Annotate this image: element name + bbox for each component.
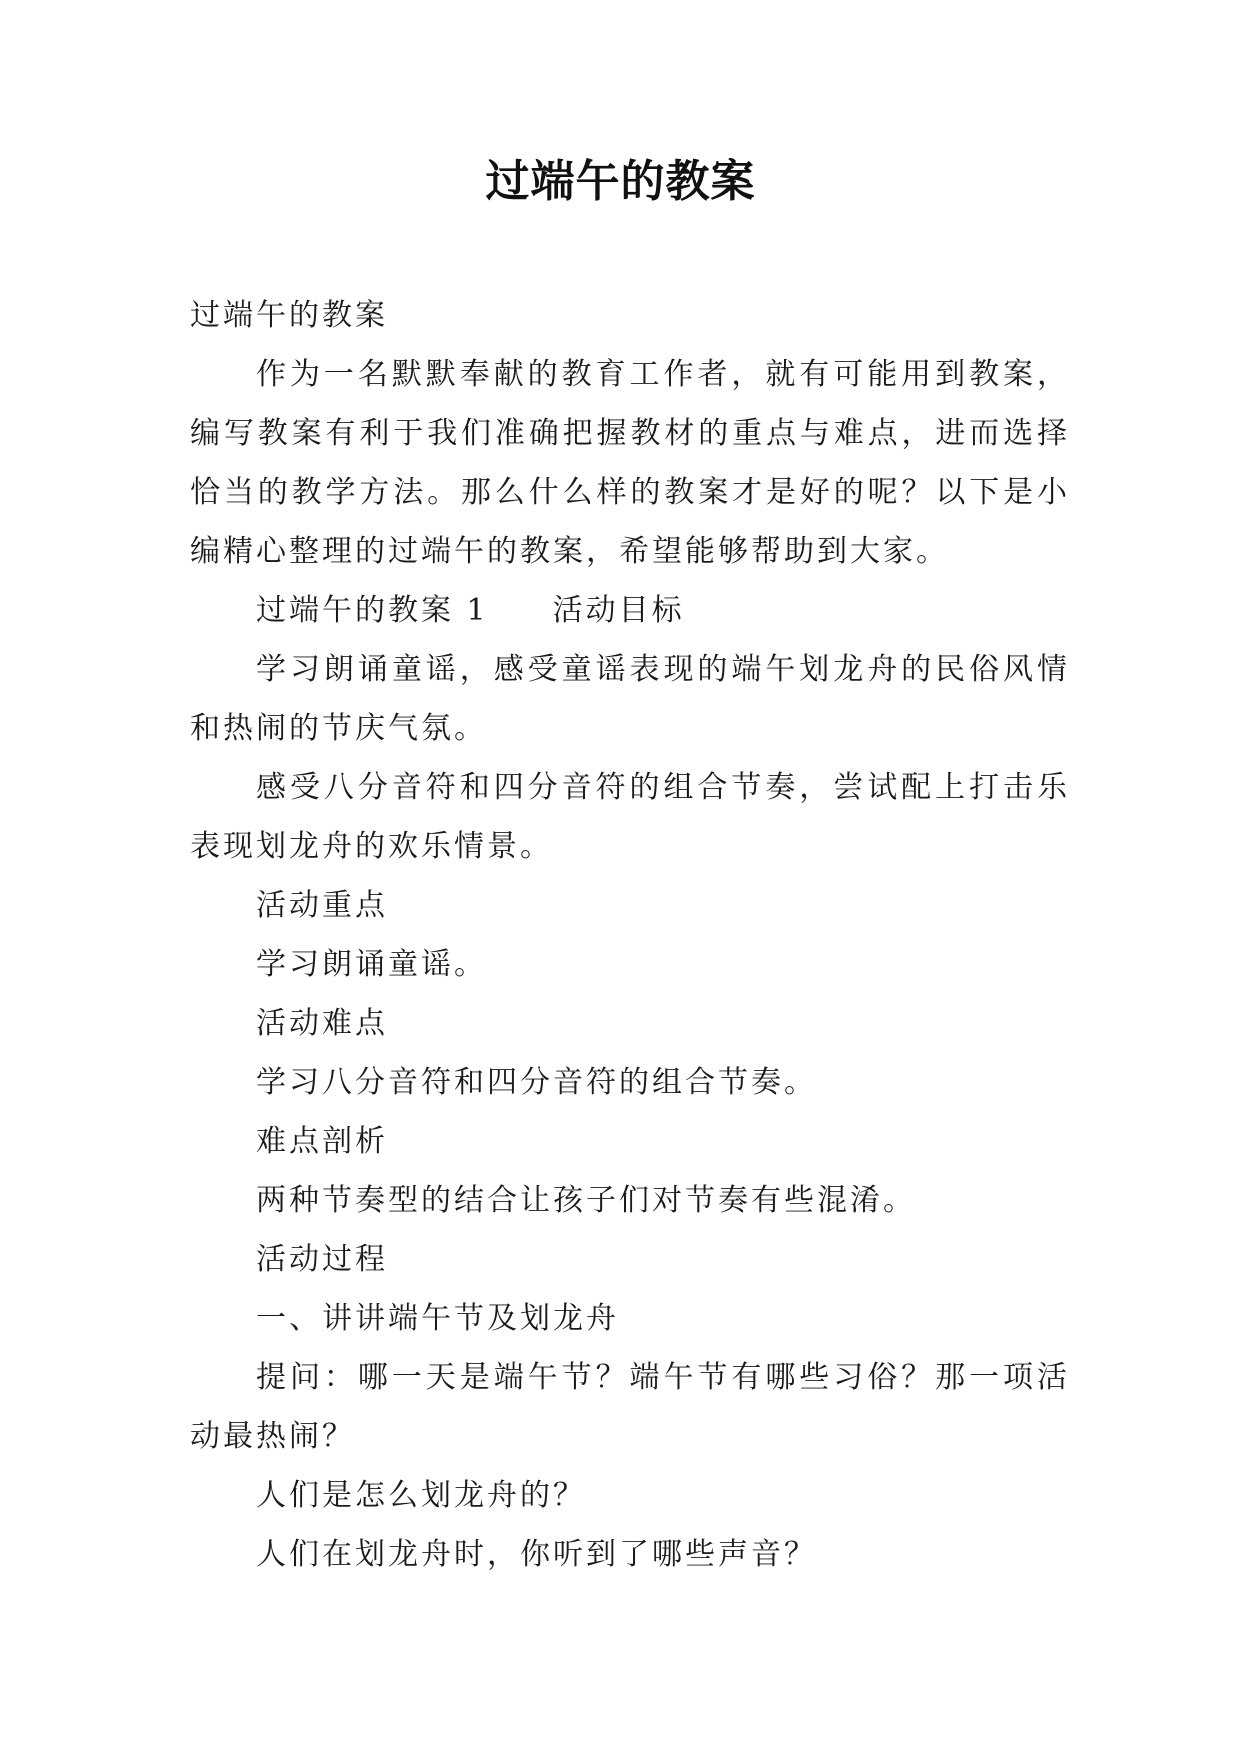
goal-paragraph-1: 学习朗诵童谣，感受童谣表现的端午划龙舟的民俗风情和热闹的节庆气氛。 (190, 652, 1070, 746)
document-body (190, 286, 1070, 1584)
difficulty-text: 学习八分音符和四分音符的组合节奏。 (256, 1065, 817, 1100)
section-1-heading: 过端午的教案 1 (256, 593, 489, 628)
difficulty-heading: 活动难点 (256, 1006, 388, 1041)
goal-paragraph-2: 感受八分音符和四分音符的组合节奏，尝试配上打击乐表现划龙舟的欢乐情景。 (190, 770, 1070, 864)
section-1-subheading: 活动目标 (552, 593, 685, 628)
document-subtitle: 过端午的教案 (190, 298, 388, 333)
analysis-text: 两种节奏型的结合让孩子们对节奏有些混淆。 (256, 1183, 916, 1218)
key-text: 学习朗诵童谣。 (256, 947, 487, 982)
question-3: 人们在划龙舟时，你听到了哪些声音？ (256, 1537, 817, 1572)
process-heading: 活动过程 (256, 1242, 388, 1277)
intro-paragraph: 作为一名默默奉献的教育工作者，就有可能用到教案，编写教案有利于我们准确把握教材的重点与难点，进而选择恰当的教学方法。那么什么样的教案才是好的呢？以下是小编精心整理的过端午的教案，希望能够帮助到大家。 (190, 357, 1070, 569)
question-1: 提问：哪一天是端午节？端午节有哪些习俗？那一项活动最热闹？ (190, 1360, 1070, 1454)
step-1: 一、讲讲端午节及划龙舟 (256, 1301, 619, 1336)
key-heading: 活动重点 (256, 888, 388, 923)
analysis-heading: 难点剖析 (256, 1124, 388, 1159)
section-1-heading-line (190, 581, 1070, 640)
document-title: 过端午的教案 (485, 156, 756, 207)
question-2: 人们是怎么划龙舟的？ (256, 1478, 586, 1513)
